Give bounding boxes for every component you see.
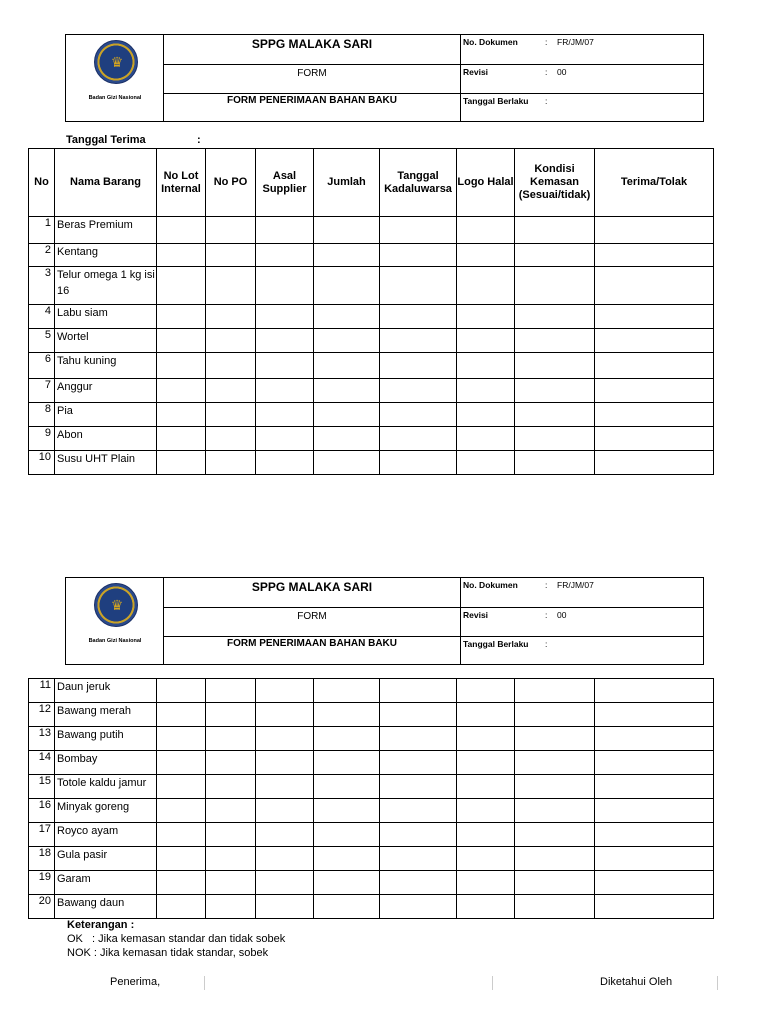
entry-cell[interactable] bbox=[157, 329, 206, 353]
col-no-po: No PO bbox=[206, 149, 256, 217]
entry-cell[interactable] bbox=[457, 379, 515, 403]
entry-cell[interactable] bbox=[206, 727, 256, 751]
entry-cell[interactable] bbox=[380, 379, 457, 403]
entry-cell[interactable] bbox=[457, 305, 515, 329]
entry-cell[interactable] bbox=[256, 217, 314, 244]
form-header-2 bbox=[65, 577, 704, 665]
org-title: SPPG MALAKA SARI bbox=[164, 35, 460, 65]
row-number: 13 bbox=[29, 727, 55, 751]
col-jumlah: Jumlah bbox=[314, 149, 380, 217]
header-titles bbox=[164, 578, 461, 664]
entry-cell[interactable] bbox=[515, 305, 595, 329]
entry-cell[interactable] bbox=[206, 823, 256, 847]
entry-cell[interactable] bbox=[314, 751, 380, 775]
revision-row: Revisi : 00 bbox=[461, 608, 703, 637]
entry-cell[interactable] bbox=[157, 353, 206, 379]
entry-cell[interactable] bbox=[206, 305, 256, 329]
entry-cell[interactable] bbox=[256, 775, 314, 799]
row-number: 2 bbox=[29, 244, 55, 267]
col-logo-halal: Logo Halal bbox=[457, 149, 515, 217]
entry-cell[interactable] bbox=[157, 847, 206, 871]
entry-cell[interactable] bbox=[380, 799, 457, 823]
form-title: FORM PENERIMAAN BAHAN BAKU bbox=[227, 95, 397, 106]
entry-cell[interactable] bbox=[206, 871, 256, 895]
entry-cell[interactable] bbox=[515, 329, 595, 353]
entry-cell[interactable] bbox=[515, 751, 595, 775]
row-number: 16 bbox=[29, 799, 55, 823]
receipt-table-1 bbox=[28, 148, 714, 475]
item-name: Minyak goreng bbox=[55, 799, 157, 823]
form-label: FORM bbox=[164, 65, 460, 94]
tanggal-terima: Tanggal Terima : bbox=[66, 134, 201, 146]
entry-cell[interactable] bbox=[457, 751, 515, 775]
entry-cell[interactable] bbox=[256, 895, 314, 919]
entry-cell[interactable] bbox=[595, 451, 714, 475]
entry-cell[interactable] bbox=[206, 751, 256, 775]
item-name: Labu siam bbox=[55, 305, 157, 329]
entry-cell[interactable] bbox=[457, 244, 515, 267]
row-number: 9 bbox=[29, 427, 55, 451]
table-row bbox=[29, 895, 714, 919]
entry-cell[interactable] bbox=[595, 217, 714, 244]
entry-cell[interactable] bbox=[157, 267, 206, 305]
entry-cell[interactable] bbox=[380, 305, 457, 329]
entry-cell[interactable] bbox=[314, 679, 380, 703]
entry-cell[interactable] bbox=[157, 379, 206, 403]
entry-cell[interactable] bbox=[206, 379, 256, 403]
entry-cell[interactable] bbox=[314, 799, 380, 823]
col-tanggal-kadaluwarsa: Tanggal Kadaluwarsa bbox=[380, 149, 457, 217]
item-name: Bawang merah bbox=[55, 703, 157, 727]
entry-cell[interactable] bbox=[157, 895, 206, 919]
entry-cell[interactable] bbox=[206, 847, 256, 871]
table-row bbox=[29, 847, 714, 871]
row-number: 10 bbox=[29, 451, 55, 475]
entry-cell[interactable] bbox=[380, 871, 457, 895]
doc-no-row: No. Dokumen : FR/JM/07 bbox=[461, 578, 703, 608]
form-label: FORM bbox=[164, 608, 460, 637]
entry-cell[interactable] bbox=[515, 217, 595, 244]
logo-caption: Badan Gizi Nasional bbox=[88, 638, 142, 644]
row-number: 11 bbox=[29, 679, 55, 703]
row-number: 19 bbox=[29, 871, 55, 895]
row-number: 4 bbox=[29, 305, 55, 329]
entry-cell[interactable] bbox=[314, 403, 380, 427]
item-name: Tahu kuning bbox=[55, 353, 157, 379]
entry-cell[interactable] bbox=[380, 403, 457, 427]
entry-cell[interactable] bbox=[457, 775, 515, 799]
entry-cell[interactable] bbox=[206, 775, 256, 799]
revision-row: Revisi : 00 bbox=[461, 65, 703, 94]
item-name: Bawang daun bbox=[55, 895, 157, 919]
entry-cell[interactable] bbox=[206, 427, 256, 451]
entry-cell[interactable] bbox=[515, 451, 595, 475]
table-row bbox=[29, 871, 714, 895]
table-row bbox=[29, 217, 714, 244]
entry-cell[interactable] bbox=[157, 799, 206, 823]
row-number: 17 bbox=[29, 823, 55, 847]
entry-cell[interactable] bbox=[380, 217, 457, 244]
entry-cell[interactable] bbox=[256, 353, 314, 379]
table-row bbox=[29, 267, 714, 305]
entry-cell[interactable] bbox=[595, 679, 714, 703]
effective-date-row: Tanggal Berlaku : bbox=[463, 639, 548, 649]
item-name: Bombay bbox=[55, 751, 157, 775]
entry-cell[interactable] bbox=[515, 799, 595, 823]
entry-cell[interactable] bbox=[206, 799, 256, 823]
table-row bbox=[29, 727, 714, 751]
entry-cell[interactable] bbox=[457, 703, 515, 727]
entry-cell[interactable] bbox=[457, 823, 515, 847]
bgn-logo-icon: ♛ bbox=[94, 583, 138, 627]
entry-cell[interactable] bbox=[380, 451, 457, 475]
entry-cell[interactable] bbox=[515, 727, 595, 751]
entry-cell[interactable] bbox=[256, 329, 314, 353]
signature-diketahui: Diketahui Oleh bbox=[600, 976, 673, 988]
item-name: Susu UHT Plain bbox=[55, 451, 157, 475]
entry-cell[interactable] bbox=[256, 871, 314, 895]
entry-cell[interactable] bbox=[256, 305, 314, 329]
entry-cell[interactable] bbox=[515, 703, 595, 727]
col-asal-supplier: Asal Supplier bbox=[256, 149, 314, 217]
entry-cell[interactable] bbox=[457, 267, 515, 305]
entry-cell[interactable] bbox=[380, 427, 457, 451]
entry-cell[interactable] bbox=[157, 451, 206, 475]
item-name: Kentang bbox=[55, 244, 157, 267]
entry-cell[interactable] bbox=[380, 727, 457, 751]
table-row bbox=[29, 244, 714, 267]
entry-cell[interactable] bbox=[256, 751, 314, 775]
entry-cell[interactable] bbox=[256, 427, 314, 451]
entry-cell[interactable] bbox=[314, 823, 380, 847]
doc-meta bbox=[461, 578, 703, 664]
item-name: Royco ayam bbox=[55, 823, 157, 847]
item-name: Beras Premium bbox=[55, 217, 157, 244]
entry-cell[interactable] bbox=[256, 799, 314, 823]
entry-cell[interactable] bbox=[515, 379, 595, 403]
entry-cell[interactable] bbox=[457, 427, 515, 451]
entry-cell[interactable] bbox=[457, 799, 515, 823]
entry-cell[interactable] bbox=[256, 679, 314, 703]
entry-cell[interactable] bbox=[206, 895, 256, 919]
doc-meta bbox=[461, 35, 703, 121]
entry-cell[interactable] bbox=[314, 267, 380, 305]
col-kondisi-kemasan: Kondisi Kemasan (Sesuai/tidak) bbox=[515, 149, 595, 217]
col-nama-barang: Nama Barang bbox=[55, 149, 157, 217]
entry-cell[interactable] bbox=[515, 267, 595, 305]
item-name: Wortel bbox=[55, 329, 157, 353]
row-number: 12 bbox=[29, 703, 55, 727]
table-row bbox=[29, 703, 714, 727]
row-number: 3 bbox=[29, 267, 55, 305]
entry-cell[interactable] bbox=[380, 267, 457, 305]
entry-cell[interactable] bbox=[206, 217, 256, 244]
entry-cell[interactable] bbox=[380, 847, 457, 871]
entry-cell[interactable] bbox=[314, 244, 380, 267]
logo-cell bbox=[66, 35, 164, 121]
entry-cell[interactable] bbox=[206, 353, 256, 379]
row-number: 8 bbox=[29, 403, 55, 427]
entry-cell[interactable] bbox=[515, 244, 595, 267]
table-row bbox=[29, 775, 714, 799]
table-row bbox=[29, 679, 714, 703]
col-no: No bbox=[29, 149, 55, 217]
entry-cell[interactable] bbox=[314, 703, 380, 727]
entry-cell[interactable] bbox=[157, 305, 206, 329]
entry-cell[interactable] bbox=[157, 427, 206, 451]
item-name: Anggur bbox=[55, 379, 157, 403]
entry-cell[interactable] bbox=[457, 871, 515, 895]
table-row bbox=[29, 379, 714, 403]
entry-cell[interactable] bbox=[595, 703, 714, 727]
entry-cell[interactable] bbox=[314, 329, 380, 353]
entry-cell[interactable] bbox=[515, 403, 595, 427]
entry-cell[interactable] bbox=[595, 305, 714, 329]
entry-cell[interactable] bbox=[515, 823, 595, 847]
header-titles bbox=[164, 35, 461, 121]
entry-cell[interactable] bbox=[256, 244, 314, 267]
item-name: Pia bbox=[55, 403, 157, 427]
keterangan-title: Keterangan : bbox=[67, 919, 135, 931]
entry-cell[interactable] bbox=[380, 244, 457, 267]
entry-cell[interactable] bbox=[157, 823, 206, 847]
item-name: Totole kaldu jamur bbox=[55, 775, 157, 799]
entry-cell[interactable] bbox=[314, 847, 380, 871]
entry-cell[interactable] bbox=[206, 451, 256, 475]
table-row bbox=[29, 353, 714, 379]
item-name: Gula pasir bbox=[55, 847, 157, 871]
item-name: Daun jeruk bbox=[55, 679, 157, 703]
entry-cell[interactable] bbox=[314, 775, 380, 799]
entry-cell[interactable] bbox=[595, 379, 714, 403]
doc-no-row: No. Dokumen : FR/JM/07 bbox=[461, 35, 703, 65]
keterangan-nok: NOK : Jika kemasan tidak standar, sobek bbox=[67, 947, 269, 959]
logo-cell bbox=[66, 578, 164, 664]
table-row bbox=[29, 329, 714, 353]
entry-cell[interactable] bbox=[380, 775, 457, 799]
entry-cell[interactable] bbox=[157, 703, 206, 727]
entry-cell[interactable] bbox=[595, 823, 714, 847]
entry-cell[interactable] bbox=[515, 847, 595, 871]
entry-cell[interactable] bbox=[314, 451, 380, 475]
org-title: SPPG MALAKA SARI bbox=[164, 578, 460, 608]
entry-cell[interactable] bbox=[314, 727, 380, 751]
entry-cell[interactable] bbox=[314, 379, 380, 403]
entry-cell[interactable] bbox=[515, 353, 595, 379]
entry-cell[interactable] bbox=[256, 379, 314, 403]
entry-cell[interactable] bbox=[595, 427, 714, 451]
entry-cell[interactable] bbox=[457, 451, 515, 475]
item-name: Abon bbox=[55, 427, 157, 451]
signature-penerima: Penerima, bbox=[110, 976, 161, 988]
table-row bbox=[29, 305, 714, 329]
row-number: 5 bbox=[29, 329, 55, 353]
entry-cell[interactable] bbox=[314, 427, 380, 451]
receipt-table-2 bbox=[28, 678, 714, 919]
entry-cell[interactable] bbox=[256, 823, 314, 847]
entry-cell[interactable] bbox=[380, 679, 457, 703]
entry-cell[interactable] bbox=[314, 895, 380, 919]
entry-cell[interactable] bbox=[515, 427, 595, 451]
entry-cell[interactable] bbox=[157, 403, 206, 427]
entry-cell[interactable] bbox=[457, 679, 515, 703]
entry-cell[interactable] bbox=[256, 267, 314, 305]
item-name: Garam bbox=[55, 871, 157, 895]
row-number: 6 bbox=[29, 353, 55, 379]
entry-cell[interactable] bbox=[380, 703, 457, 727]
divider bbox=[492, 976, 493, 990]
entry-cell[interactable] bbox=[157, 751, 206, 775]
entry-cell[interactable] bbox=[595, 871, 714, 895]
entry-cell[interactable] bbox=[314, 305, 380, 329]
table-row bbox=[29, 451, 714, 475]
entry-cell[interactable] bbox=[206, 244, 256, 267]
entry-cell[interactable] bbox=[256, 451, 314, 475]
entry-cell[interactable] bbox=[206, 403, 256, 427]
divider bbox=[204, 976, 205, 990]
row-number: 20 bbox=[29, 895, 55, 919]
entry-cell[interactable] bbox=[256, 727, 314, 751]
entry-cell[interactable] bbox=[206, 267, 256, 305]
table-row bbox=[29, 751, 714, 775]
entry-cell[interactable] bbox=[457, 403, 515, 427]
table-row bbox=[29, 403, 714, 427]
entry-cell[interactable] bbox=[515, 679, 595, 703]
table-row bbox=[29, 799, 714, 823]
row-number: 14 bbox=[29, 751, 55, 775]
form-header-1 bbox=[65, 34, 704, 122]
entry-cell[interactable] bbox=[206, 703, 256, 727]
entry-cell[interactable] bbox=[380, 353, 457, 379]
entry-cell[interactable] bbox=[595, 353, 714, 379]
entry-cell[interactable] bbox=[157, 679, 206, 703]
entry-cell[interactable] bbox=[157, 871, 206, 895]
item-name: Telur omega 1 kg isi 16 bbox=[55, 267, 157, 305]
keterangan bbox=[67, 918, 285, 960]
entry-cell[interactable] bbox=[595, 403, 714, 427]
row-number: 18 bbox=[29, 847, 55, 871]
logo-caption: Badan Gizi Nasional bbox=[88, 95, 142, 101]
entry-cell[interactable] bbox=[515, 895, 595, 919]
entry-cell[interactable] bbox=[515, 775, 595, 799]
entry-cell[interactable] bbox=[457, 329, 515, 353]
entry-cell[interactable] bbox=[595, 799, 714, 823]
row-number: 1 bbox=[29, 217, 55, 244]
table-header-row bbox=[29, 149, 714, 217]
table-row bbox=[29, 427, 714, 451]
entry-cell[interactable] bbox=[595, 895, 714, 919]
entry-cell[interactable] bbox=[256, 703, 314, 727]
entry-cell[interactable] bbox=[380, 751, 457, 775]
entry-cell[interactable] bbox=[595, 847, 714, 871]
entry-cell[interactable] bbox=[380, 823, 457, 847]
entry-cell[interactable] bbox=[206, 329, 256, 353]
keterangan-ok: OK : Jika kemasan standar dan tidak sobek bbox=[67, 933, 286, 945]
entry-cell[interactable] bbox=[515, 871, 595, 895]
entry-cell[interactable] bbox=[380, 895, 457, 919]
row-number: 7 bbox=[29, 379, 55, 403]
item-name: Bawang putih bbox=[55, 727, 157, 751]
form-title: FORM PENERIMAAN BAHAN BAKU bbox=[227, 638, 397, 649]
table-row bbox=[29, 823, 714, 847]
entry-cell[interactable] bbox=[314, 217, 380, 244]
entry-cell[interactable] bbox=[595, 267, 714, 305]
col-terima-tolak: Terima/Tolak bbox=[595, 149, 714, 217]
entry-cell[interactable] bbox=[457, 895, 515, 919]
entry-cell[interactable] bbox=[595, 244, 714, 267]
divider bbox=[717, 976, 718, 990]
col-no-lot: No Lot Internal bbox=[157, 149, 206, 217]
entry-cell[interactable] bbox=[457, 727, 515, 751]
entry-cell[interactable] bbox=[256, 403, 314, 427]
entry-cell[interactable] bbox=[595, 329, 714, 353]
entry-cell[interactable] bbox=[595, 751, 714, 775]
entry-cell[interactable] bbox=[457, 217, 515, 244]
entry-cell[interactable] bbox=[595, 775, 714, 799]
bgn-logo-icon: ♛ bbox=[94, 40, 138, 84]
entry-cell[interactable] bbox=[157, 775, 206, 799]
row-number: 15 bbox=[29, 775, 55, 799]
entry-cell[interactable] bbox=[157, 727, 206, 751]
entry-cell[interactable] bbox=[157, 217, 206, 244]
entry-cell[interactable] bbox=[380, 329, 457, 353]
entry-cell[interactable] bbox=[457, 353, 515, 379]
entry-cell[interactable] bbox=[314, 871, 380, 895]
effective-date-row: Tanggal Berlaku : bbox=[463, 96, 548, 106]
entry-cell[interactable] bbox=[314, 353, 380, 379]
entry-cell[interactable] bbox=[206, 679, 256, 703]
entry-cell[interactable] bbox=[256, 847, 314, 871]
entry-cell[interactable] bbox=[595, 727, 714, 751]
entry-cell[interactable] bbox=[457, 847, 515, 871]
entry-cell[interactable] bbox=[157, 244, 206, 267]
